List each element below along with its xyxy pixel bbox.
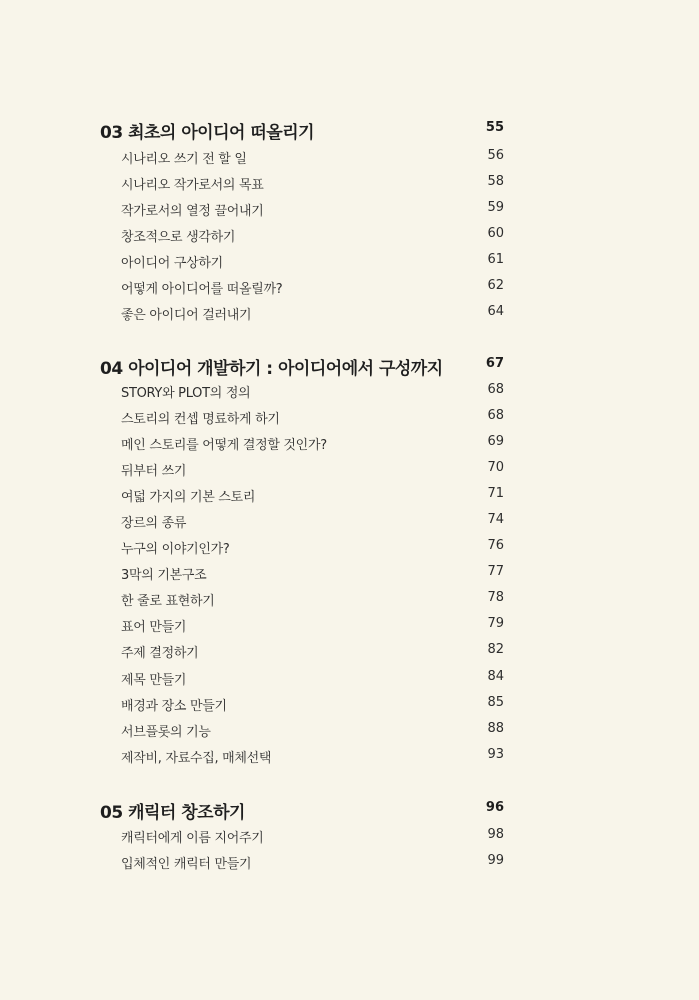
entry-title: 입체적인 캐릭터 만들기 [121,857,252,872]
entry-title: 어떻게 아이디어를 떠올릴까? [121,282,283,297]
entry-page-number: 98 [487,827,504,842]
toc-entry [0,460,699,484]
entry-page-number: 76 [487,538,504,553]
entry-page-number: 82 [487,642,504,657]
chapter-page-number: 67 [485,356,504,371]
entry-page-number: 64 [487,304,504,319]
entry-page-number: 68 [487,382,504,397]
entry-title: 여덟 가지의 기본 스토리 [121,490,256,505]
entry-page-number: 84 [487,669,504,684]
chapter-heading [0,354,699,378]
toc-entry [0,174,699,198]
toc-entry [0,226,699,250]
toc-entry [0,538,699,562]
toc-entry [0,252,699,276]
entry-title: 창조적으로 생각하기 [121,230,236,245]
toc-entry [0,616,699,640]
entry-title: 서브플롯의 기능 [121,725,211,740]
entry-title: 뒤부터 쓰기 [121,464,187,479]
entry-title: 시나리오 쓰기 전 할 일 [121,152,247,167]
entry-title: 시나리오 작가로서의 목표 [121,178,264,193]
entry-page-number: 59 [487,200,504,215]
toc-entry [0,486,699,510]
entry-page-number: 71 [487,486,504,501]
entry-page-number: 99 [487,853,504,868]
entry-title: 좋은 아이디어 걸러내기 [121,308,252,323]
entry-page-number: 62 [487,278,504,293]
entry-title: 제목 만들기 [121,673,187,688]
toc-entry [0,434,699,458]
chapter-heading [0,118,699,142]
entry-page-number: 60 [487,226,504,241]
entry-title: 장르의 종류 [121,516,187,531]
entry-page-number: 78 [487,590,504,605]
toc-entry [0,564,699,588]
toc-entry [0,200,699,224]
entry-title: 캐릭터에게 이름 지어주기 [121,831,264,846]
entry-page-number: 61 [487,252,504,267]
toc-entry [0,747,699,771]
chapter-title: 05 캐릭터 창조하기 [100,803,245,823]
entry-title: 메인 스토리를 어떻게 결정할 것인가? [121,438,327,453]
entry-page-number: 93 [487,747,504,762]
entry-title: 작가로서의 열정 끌어내기 [121,204,264,219]
entry-page-number: 74 [487,512,504,527]
toc-entry [0,304,699,328]
entry-title: 스토리의 컨셉 명료하게 하기 [121,412,280,427]
entry-page-number: 58 [487,174,504,189]
entry-title: 아이디어 구상하기 [121,256,223,271]
entry-page-number: 56 [487,148,504,163]
entry-title: 제작비, 자료수집, 매체선택 [121,751,272,766]
chapter-heading [0,798,699,822]
toc-entry [0,148,699,172]
entry-title: 주제 결정하기 [121,646,199,661]
entry-page-number: 79 [487,616,504,631]
entry-title: 3막의 기본구조 [121,568,207,583]
entry-page-number: 68 [487,408,504,423]
toc-entry [0,669,699,693]
toc-entry [0,408,699,432]
toc-entry [0,278,699,302]
entry-page-number: 85 [487,695,504,710]
toc-entry [0,590,699,614]
entry-page-number: 77 [487,564,504,579]
entry-title: 누구의 이야기인가? [121,542,230,557]
chapter-title: 04 아이디어 개발하기 : 아이디어에서 구성까지 [100,359,443,379]
entry-page-number: 70 [487,460,504,475]
chapter-page-number: 96 [485,800,504,815]
toc-entry [0,642,699,666]
entry-title: 한 줄로 표현하기 [121,594,215,609]
chapter-title: 03 최초의 아이디어 떠올리기 [100,123,315,143]
entry-title: STORY와 PLOT의 정의 [121,386,251,401]
entry-page-number: 88 [487,721,504,736]
toc-entry [0,721,699,745]
toc-entry [0,382,699,406]
toc-entry [0,827,699,851]
entry-title: 배경과 장소 만들기 [121,699,227,714]
chapter-page-number: 55 [485,120,504,135]
entry-page-number: 69 [487,434,504,449]
toc-entry [0,695,699,719]
toc-entry [0,853,699,877]
toc-entry [0,512,699,536]
entry-title: 표어 만들기 [121,620,187,635]
